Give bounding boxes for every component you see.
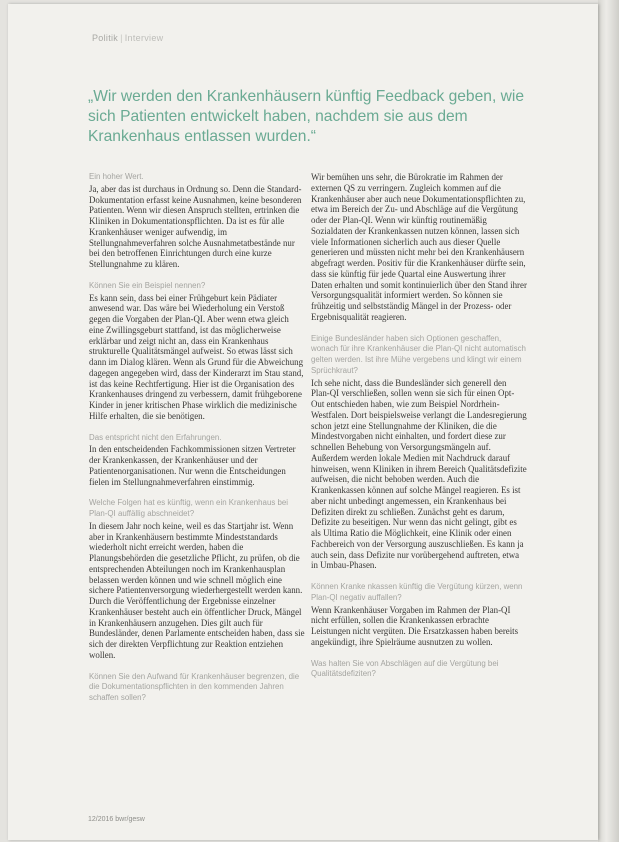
interview-question: Welche Folgen hat es künftig, wenn ein Krankenhaus bei Plan-QI auffällig abschneidet? [89,498,288,518]
subsection-label: Interview [124,33,164,43]
interview-question: Was halten Sie von Abschlägen auf die Vergütung bei Qualitätsdefiziten? [311,658,499,679]
section-label: Politik [92,33,119,43]
section-separator: | [120,33,123,43]
headline-quote: „Wir werden den Krankenhäusern künftig Feedback geben, wie sich Patienten entwickelt haben, nachdem sie aus dem Krankenhaus entlassen wurden.“ [88,88,525,145]
qa-block [89,498,305,660]
qa-block [89,672,305,704]
interview-answer: In diesem Jahr noch keine, weil es das Startjahr ist. Wenn aber in Krankenhäusern bestimmte Mindeststandards wiederholt nicht erreicht werden, haben die Planungsbehörden die gesetzliche Pflicht, zu prüfen, ob die entsprechenden Abteilungen noch im Krankenhausplan belassen werden können und wie schnell möglich eine sichere Patientenversorgung wiederhergestellt werden kann. Durch die Veröffentlichung der Ergebnisse einzelner Krankenhäuser besteht auch ein öffentlicher Druck, Mängel in Krankenhäusern anzugehen. Dies gilt auch für Bundesländer, denen Parlamente entscheiden haben, dass sie sich der direkten Verpflichtung zur Reaktion entziehen wollen. [89,520,305,660]
magazine-spine [598,0,619,842]
right-column [311,172,527,681]
page-header [92,33,163,43]
interview-answer: Wir bemühen uns sehr, die Bürokratie im Rahmen der externen QS zu verringern. Zugleich kommen auf die Krankenhäuser aber auch neue Dokumentationspflichten zu, etwa im Bereich der Zu- und Abschläge auf die Vergütung oder der Plan-QI. Wenn wir künftig routinemäßig Sozialdaten der Krankenkassen nutzen können, lassen sich viele Informationen sicherlich auch aus dieser Quelle generieren und müssten nicht mehr bei den Krankenhäusern abgefragt werden. Positiv für die Krankenhäuser dürfte sein, dass sie künftig für jede Quartal eine Auswertung ihrer Daten erhalten und somit kontinuierlich über den Stand ihrer Versorgungsqualität informiert werden. So können sie frühzeitig und selbstständig Mängel in der Prozess- oder Ergebnisqualität reagieren. [311,172,527,322]
qa-block [311,582,527,648]
qa-block [89,433,305,488]
qa-block [89,172,305,270]
interview-answer: Wenn Krankenhäuser Vorgaben im Rahmen der Plan-QI nicht erfüllen, sollen die Krankenkassen erbrachte Leistungen nicht vergüten. Die Ersatzkassen haben bereits angekündigt, ihre Spielräume ausnutzen zu wollen. [311,604,519,647]
interview-question: Das entspricht nicht den Erfahrungen. [89,432,222,442]
qa-block [311,172,527,323]
interview-answer: Ich sehe nicht, dass die Bundesländer sich generell den Plan-QI verschließen, sollen wenn sie sich für einen Opt-Out entschieden haben, wie zum Beispiel Nordrhein-Westfalen. Dort beispielsweise verlangt die Landesregierung schon jetzt eine Stellungnahme der Kliniken, die die Mindestvorgaben nicht einhalten, und fordert diese zur schnellen Behebung von Versorgungsmängeln auf. Außerdem werden lokale Medien mit Nachdruck darauf hinweisen, wenn Kliniken in ihrem Bereich Qualitätsdefizite aufweisen, die nicht behoben werden. Auch die Krankenkassen können auf solche Mängel reagieren. Es ist aber nicht unbedingt angemessen, ein Krankenhaus bei Defiziten direkt zu schließen. Zunächst geht es darum, Defizite zu beseitigen. Nur wenn das nicht gelingt, gibt es als Ultima Ratio die Möglichkeit, eine Klinik oder einen Fachbereich von der Versorgung auszuschließen. Es kann ja auch sein, dass Defizite nur vorübergehend auftreten, etwa in Umbau-Phasen. [311,377,527,571]
page-footer: 12/2016 bwr/gesw [88,816,145,823]
interview-answer: Ja, aber das ist durchaus in Ordnung so. Denn die Standard-Dokumentation erfasst keine Ausnahmen, keine besonderen Patienten. Wenn wir diesen Anspruch stellten, ertrinken die Kliniken in Dokumentationspflichten. Da ist es für alle Krankenhäuser weniger aufwendig, im Stellungnahmeverfahren solche Ausnahmetatbestände nur bei den betroffenen Einrichtungen durch eine kurze Stellungnahme zu klären. [89,183,302,269]
interview-question: Ein hoher Wert. [89,172,144,181]
interview-question: Können Kranke nkassen künftig die Vergütung kürzen, wenn Plan-QI negativ auffallen? [311,582,523,602]
left-column [89,172,305,705]
interview-question: Können Sie ein Beispiel nennen? [89,280,206,290]
interview-answer: In den entscheidenden Fachkommissionen sitzen Vertreter der Krankenkassen, der Krankenhäuser und der Patientenorganisationen. Nur wenn die Entscheidungen fielen im Stellungnahmeverfahren einstimmig. [89,444,296,487]
qa-block [311,334,527,572]
interview-answer: Es kann sein, dass bei einer Frühgeburt kein Pädiater anwesend war. Das wäre bei Wiederholung ein Verstoß gegen die Vorgaben der Plan-QI. Aber wenn etwa gleich eine Zwillingsgeburt stattfand, ist das möglicherweise erklärbar und zeigt nicht an, dass ein Krankenhaus strukturelle Qualitätsmängel aufweist. So etwas lässt sich dann im Dialog klären. Wenn als Grund für die Abweichung dagegen angegeben wird, dass der Kinderarzt im Stau stand, ist das keine Rechtfertigung. Hier ist die Organisation des Krankenhauses dringend zu verbessern, damit frühgeborene Kinder in jener kritischen Phase wirklich die medizinische Hilfe erhalten, die sie benötigen. [89,292,304,421]
interview-question: Einige Bundesländer haben sich Optionen geschaffen, wonach für ihre Krankenhäuser die Plan-QI nicht automatisch gelten werden. Ist ihre Mühe vergebens und klingt wir einem Sprüchkraut? [311,333,526,375]
qa-block [89,281,305,422]
qa-block [311,659,527,681]
interview-question: Können Sie den Aufwand für Krankenhäuser begrenzen, die die Dokumentationspflichten in den kommenden Jahren schaffen sollen? [89,671,300,702]
